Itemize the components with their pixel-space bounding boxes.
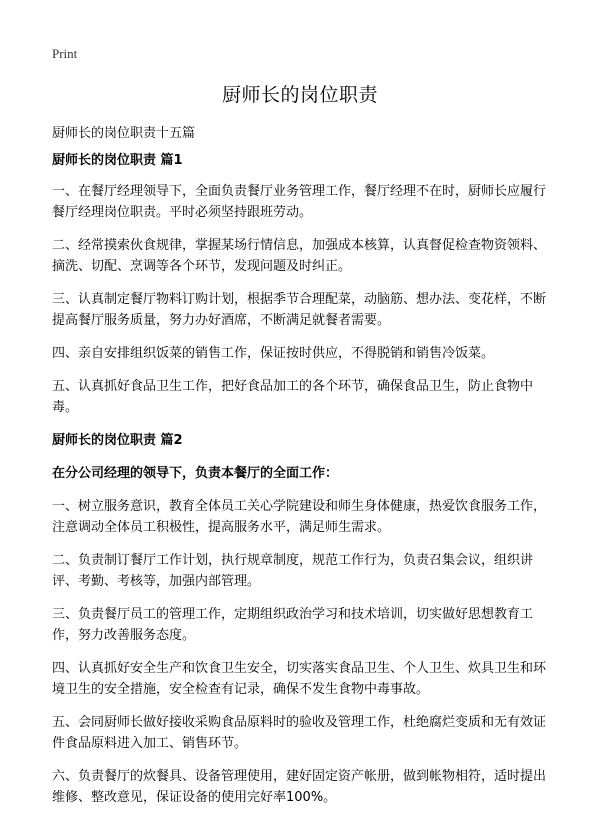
- paragraph: 六、负责餐厅的炊餐具、设备管理使用，建好固定资产帐册，做到帐物相符，适时提出维修、整改意见，保证设备的使用完好率100%。: [52, 769, 547, 805]
- section-heading-2: 厨师长的岗位职责 篇2: [52, 433, 183, 448]
- paragraph: 三、负责餐厅员工的管理工作，定期组织政治学习和技术培训，切实做好思想教育工作，努力改善服务态度。: [52, 607, 534, 643]
- print-link[interactable]: Print: [52, 46, 78, 61]
- document-subtitle: 厨师长的岗位职责十五篇: [52, 126, 196, 141]
- section-subheading: 在分公司经理的领导下，负责本餐厅的全面工作：: [52, 466, 339, 481]
- paragraph: 二、负责制订餐厅工作计划，执行规章制度，规范工作行为，负责召集会议，组织讲评、考勤、考核等，加强内部管理。: [52, 553, 534, 589]
- paragraph: 三、认真制定餐厅物料订购计划，根据季节合理配菜，动脑筋、想办法、变花样，不断提高餐厅服务质量，努力办好酒席，不断满足就餐者需要。: [52, 292, 547, 328]
- paragraph: 五、会同厨师长做好接收采购食品原料时的验收及管理工作，杜绝腐烂变质和无有效证件食品原料进入加工、销售环节。: [52, 715, 547, 751]
- paragraph: 一、树立服务意识，教育全体员工关心学院建设和师生身体健康，热爱饮食服务工作，注意调动全体员工积极性，提高服务水平，满足师生需求。: [52, 499, 547, 535]
- paragraph: 四、认真抓好安全生产和饮食卫生安全，切实落实食品卫生、个人卫生、炊具卫生和环境卫生的安全措施，安全检查有记录，确保不发生食物中毒事故。: [52, 661, 547, 697]
- paragraph: 四、亲自安排组织饭菜的销售工作，保证按时供应，不得脱销和销售冷饭菜。: [52, 346, 495, 361]
- paragraph: 五、认真抓好食品卫生工作，把好食品加工的各个环节，确保食品卫生，防止食物中毒。: [52, 379, 534, 415]
- paragraph: 一、在餐厅经理领导下，全面负责餐厅业务管理工作，餐厅经理不在时，厨师长应履行餐厅经理岗位职责。平时必须坚持跟班劳动。: [52, 184, 547, 220]
- document-body: [52, 150, 552, 808]
- page-title: 厨师长的岗位职责: [221, 84, 378, 106]
- paragraph: 二、经常摸索伙食规律，掌握某场行情信息，加强成本核算，认真督促检查物资领料、摘洗、切配、烹调等各个环节，发现问题及时纠正。: [52, 238, 547, 274]
- section-heading-1: 厨师长的岗位职责 篇1: [52, 153, 183, 168]
